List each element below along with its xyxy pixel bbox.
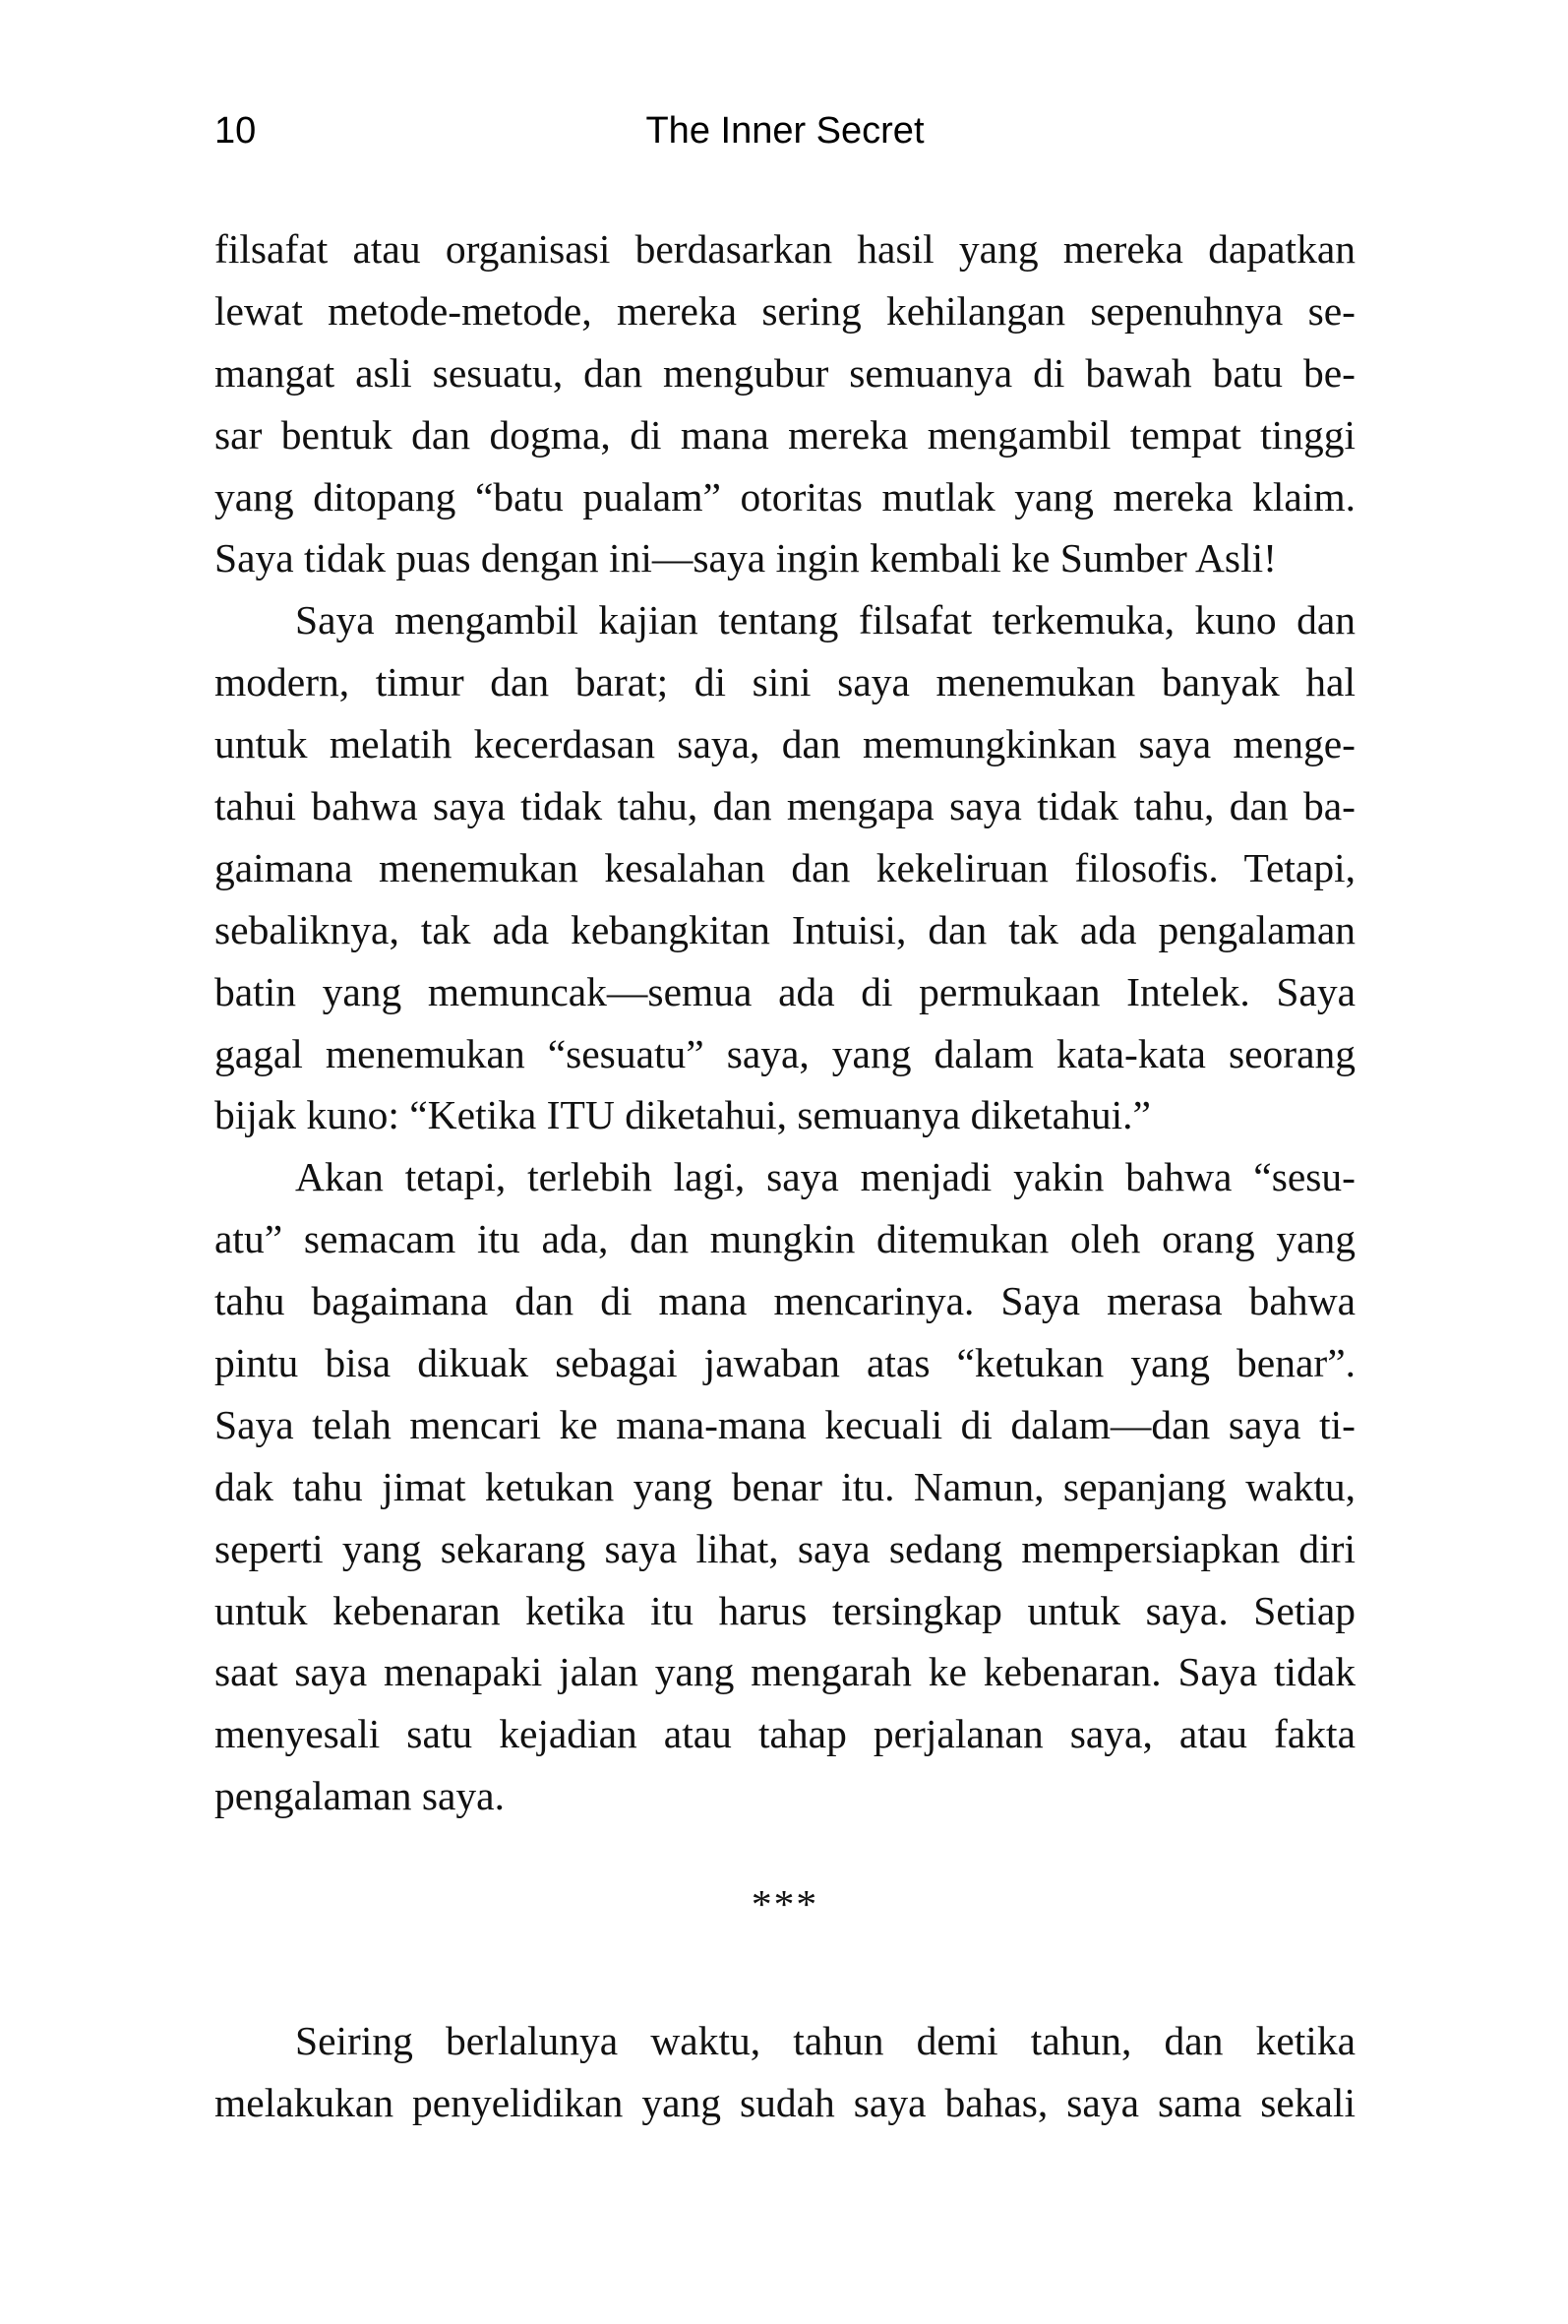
paragraph — [214, 589, 1356, 1146]
text-line: mangat asli sesuatu, dan mengubur semuanya di bawah batu be- — [214, 349, 1356, 396]
text-line: Saya telah mencari ke mana-mana kecuali di dalam—dan saya ti- — [214, 1401, 1356, 1447]
text-line: seperti yang sekarang saya lihat, saya sedang mempersiapkan diri — [214, 1525, 1356, 1571]
text-line: atu” semacam itu ada, dan mungkin ditemukan oleh orang yang — [214, 1216, 1356, 1262]
text-line: bijak kuno: “Ketika ITU diketahui, semuanya diketahui.” — [214, 1092, 1151, 1138]
running-title: The Inner Secret — [645, 110, 925, 152]
page-header — [214, 110, 1356, 159]
text-line: yang ditopang “batu pualam” otoritas mutlak yang mereka klaim. — [214, 473, 1356, 520]
text-line: untuk melatih kecerdasan saya, dan memungkinkan saya menge- — [214, 721, 1356, 767]
text-line: Seiring berlalunya waktu, tahun demi tahun, dan ketika — [295, 2018, 1356, 2064]
paragraph — [214, 218, 1356, 589]
text-line: Akan tetapi, terlebih lagi, saya menjadi yakin bahwa “sesu- — [295, 1154, 1356, 1200]
text-line: untuk kebenaran ketika itu harus tersingkap untuk saya. Setiap — [214, 1587, 1356, 1633]
text-line: Saya tidak puas dengan ini—saya ingin kembali ke Sumber Asli! — [214, 535, 1277, 581]
text-line: gagal menemukan “sesuatu” saya, yang dalam kata-kata seorang — [214, 1030, 1356, 1076]
text-line: tahui bahwa saya tidak tahu, dan mengapa saya tidak tahu, dan ba- — [214, 783, 1356, 829]
page-number: 10 — [214, 110, 257, 152]
text-line: saat saya menapaki jalan yang mengarah ke kebenaran. Saya tidak — [214, 1649, 1356, 1695]
text-line: modern, timur dan barat; di sini saya menemukan banyak hal — [214, 659, 1356, 705]
text-line: menyesali satu kejadian atau tahap perjalanan saya, atau fakta — [214, 1711, 1356, 1757]
text-line: pengalaman saya. — [214, 1773, 505, 1819]
text-line: pintu bisa dikuak sebagai jawaban atas “ketukan yang benar”. — [214, 1340, 1356, 1386]
text-line: batin yang memuncak—semua ada di permukaan Intelek. Saya — [214, 968, 1356, 1014]
text-line: lewat metode-metode, mereka sering kehilangan sepenuhnya se- — [214, 287, 1356, 334]
section-separator: *** — [751, 1881, 819, 1927]
text-line: sebaliknya, tak ada kebangkitan Intuisi, dan tak ada pengalaman — [214, 906, 1356, 952]
text-line: tahu bagaimana dan di mana mencarinya. Saya merasa bahwa — [214, 1278, 1356, 1324]
paragraph — [214, 2010, 1356, 2134]
text-line: sar bentuk dan dogma, di mana mereka mengambil tempat tinggi — [214, 411, 1356, 458]
text-line: Saya mengambil kajian tentang filsafat terkemuka, kuno dan — [295, 597, 1356, 643]
text-line: filsafat atau organisasi berdasarkan hasil yang mereka dapatkan — [214, 226, 1356, 272]
text-line: dak tahu jimat ketukan yang benar itu. Namun, sepanjang waktu, — [214, 1463, 1356, 1509]
body-text — [214, 218, 1356, 2134]
text-line: gaimana menemukan kesalahan dan kekeliruan filosofis. Tetapi, — [214, 844, 1356, 890]
text-line: melakukan penyelidikan yang sudah saya bahas, saya sama sekali — [214, 2079, 1356, 2125]
paragraph — [214, 1146, 1356, 1827]
